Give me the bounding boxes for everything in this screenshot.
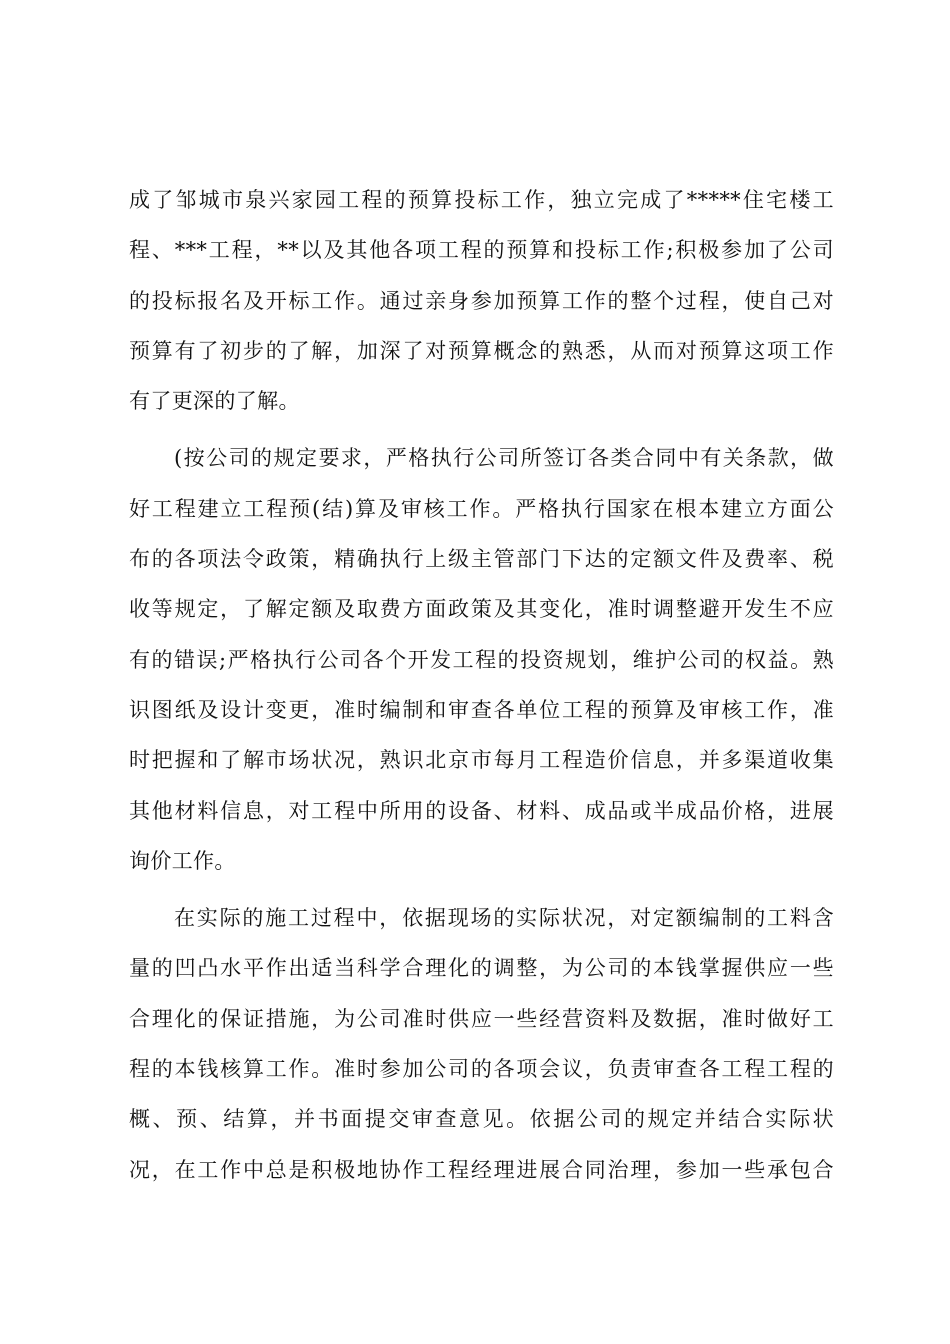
text-line: 量的凹凸水平作出适当科学合理化的调整，为公司的本钱掌握供应一些 — [129, 956, 834, 981]
paragraph-2 — [129, 448, 834, 901]
text-line: 况，在工作中总是积极地协作工程经理进展合同治理，参加一些承包合 — [129, 1157, 834, 1182]
text-line: 询价工作。 — [129, 848, 236, 873]
paragraph-1 — [129, 190, 834, 441]
text-line: 布的各项法令政策，精确执行上级主管部门下达的定额文件及费率、税 — [129, 547, 834, 572]
text-line: 在实际的施工过程中，依据现场的实际状况，对定额编制的工料含 — [174, 906, 834, 931]
text-line: 有了更深的了解。 — [129, 389, 300, 414]
text-line: 程、***工程，**以及其他各项工程的预算和投标工作;积极参加了公司 — [129, 238, 834, 263]
document-body — [129, 190, 834, 1210]
text-line: 有的错误;严格执行公司各个开发工程的投资规划，维护公司的权益。熟 — [129, 647, 834, 672]
text-line: 的投标报名及开标工作。通过亲身参加预算工作的整个过程，使自己对 — [129, 288, 834, 313]
text-line: 收等规定，了解定额及取费方面政策及其变化，准时调整避开发生不应 — [129, 597, 834, 622]
text-line: 其他材料信息，对工程中所用的设备、材料、成品或半成品价格，进展 — [129, 798, 834, 823]
text-line: 预算有了初步的了解，加深了对预算概念的熟悉，从而对预算这项工作 — [129, 338, 834, 363]
text-line: 好工程建立工程预(结)算及审核工作。严格执行国家在根本建立方面公 — [129, 496, 834, 521]
text-line: 合理化的保证措施，为公司准时供应一些经营资料及数据，准时做好工 — [129, 1006, 834, 1031]
text-line: 程的本钱核算工作。准时参加公司的各项会议，负责审查各工程工程的 — [129, 1057, 834, 1082]
text-line: 识图纸及设计变更，准时编制和审查各单位工程的预算及审核工作，准 — [129, 697, 834, 722]
text-line: (按公司的规定要求，严格执行公司所签订各类合同中有关条款，做 — [174, 446, 834, 471]
text-line: 成了邹城市泉兴家园工程的预算投标工作，独立完成了*****住宅楼工 — [129, 188, 834, 212]
text-line: 时把握和了解市场状况，熟识北京市每月工程造价信息，并多渠道收集 — [129, 748, 834, 773]
paragraph-3 — [129, 908, 834, 1210]
text-line: 概、预、结算，并书面提交审查意见。依据公司的规定并结合实际状 — [129, 1107, 834, 1132]
